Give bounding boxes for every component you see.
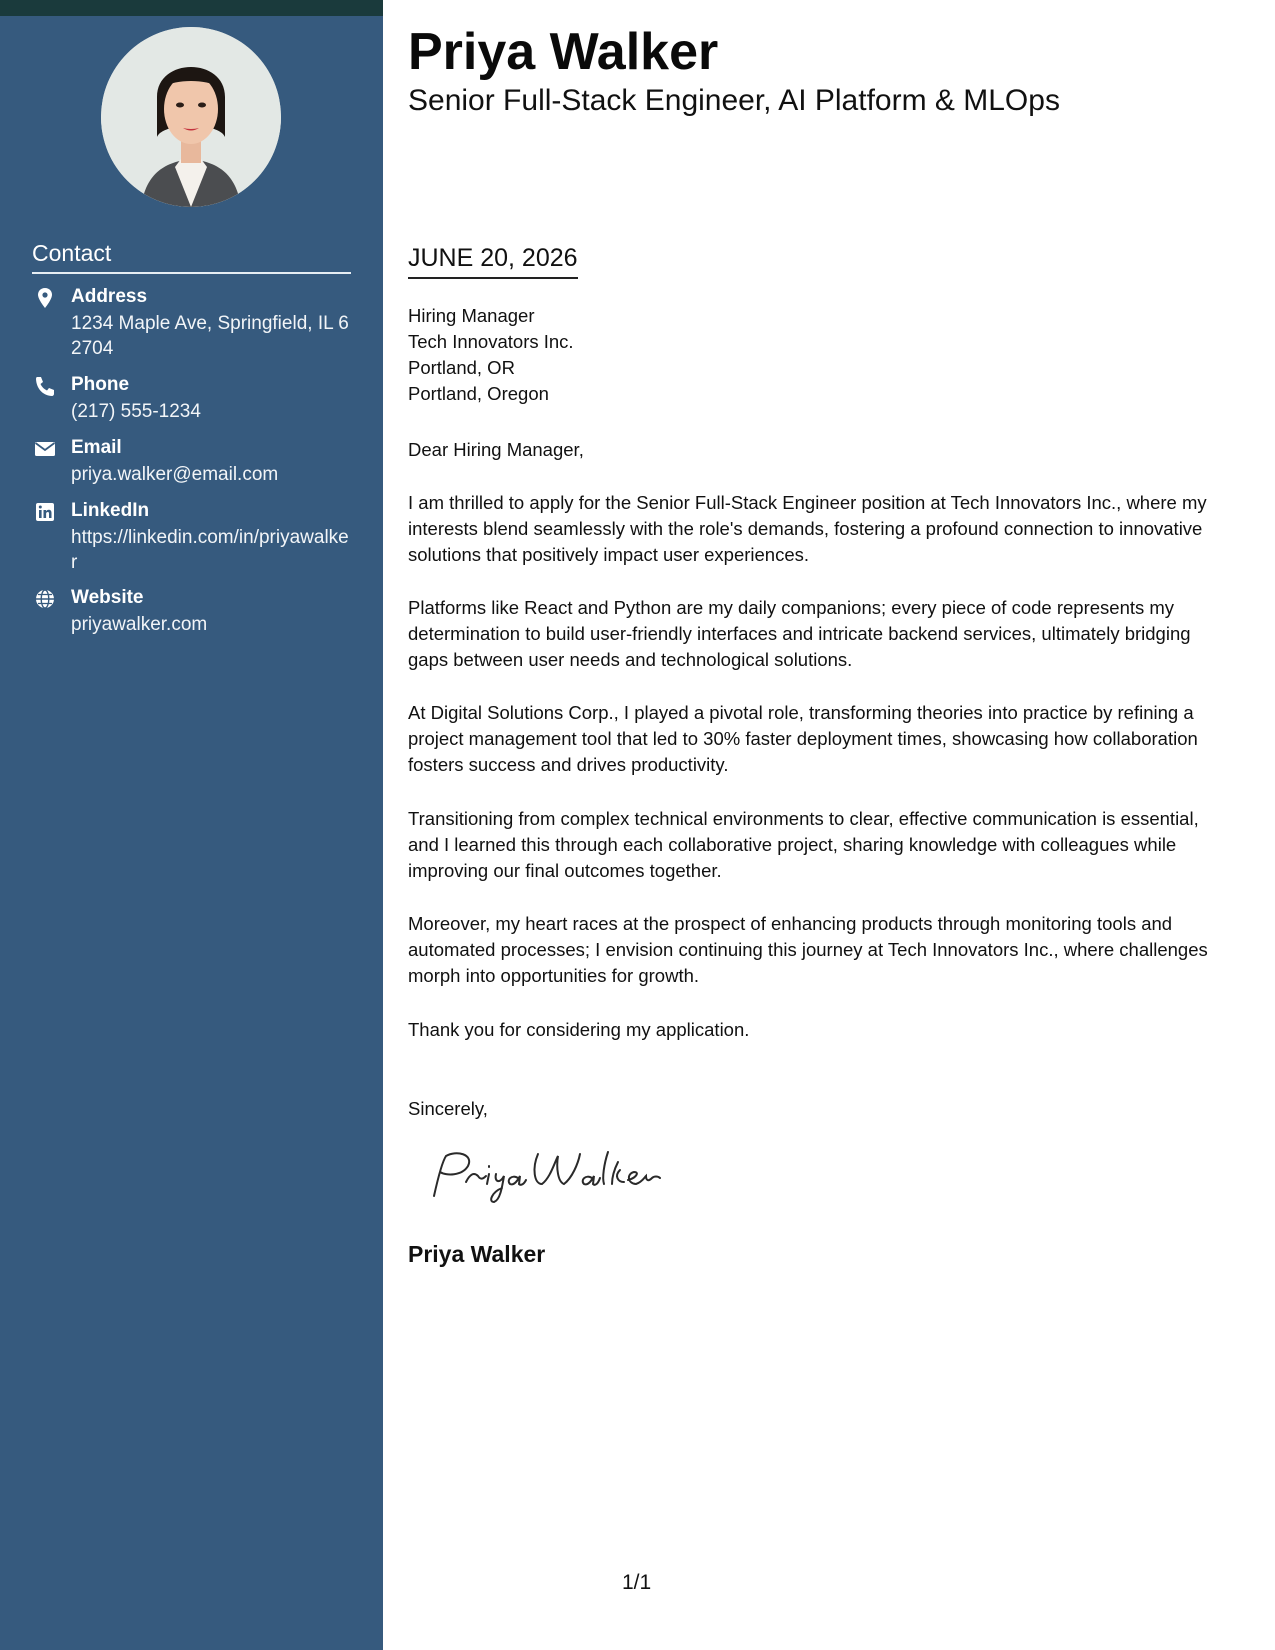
paragraph: Transitioning from complex technical environments to clear, effective communication is essential, and I learned this through each collaborative project, sharing knowledge with colleagues while improving our final outcomes together. [408,808,1199,881]
page-number: 1/1 [622,1571,652,1594]
email-label: Email [71,437,122,458]
website-label: Website [71,587,144,608]
recipient-block [408,303,574,407]
sidebar [0,0,383,1650]
greeting: Dear Hiring Manager, [408,439,584,460]
address-value: 1234 Maple Ave, Springfield, IL 62704 [71,313,349,359]
avatar [101,27,281,207]
recipient-line: Tech Innovators Inc. [408,331,574,352]
envelope-icon [32,438,58,460]
map-pin-icon [32,287,58,309]
linkedin-icon [32,501,58,523]
phone-label: Phone [71,374,130,395]
linkedin-value[interactable]: https://linkedin.com/in/priyawalker [71,527,349,573]
closing-thanks: Thank you for considering my application. [408,1019,750,1040]
signature-image [422,1148,672,1206]
website-value[interactable]: priyawalker.com [71,614,208,635]
paragraph: Platforms like React and Python are my daily companions; every piece of code represents my determination to build user-friendly interfaces and intricate backend services, ultimately bridging gaps between user needs and technological solutions. [408,597,1191,670]
globe-icon [32,588,58,610]
contact-heading: Contact [32,240,351,274]
paragraph: At Digital Solutions Corp., I played a pivotal role, transforming theories into practice by refining a project management tool that led to 30% faster deployment times, showcasing how collaboration fosters success and drives productivity. [408,702,1198,775]
paragraph: Moreover, my heart races at the prospect of enhancing products through monitoring tools and automated processes; I envision continuing this journey at Tech Innovators Inc., where challenges morph into opportunities for growth. [408,913,1208,986]
phone-icon [32,375,58,397]
linkedin-label: LinkedIn [71,500,150,521]
applicant-name: Priya Walker [408,23,719,81]
recipient-line: Portland, Oregon [408,383,549,404]
letter-date: JUNE 20, 2026 [408,244,578,279]
sidebar-top-bar [0,0,383,16]
paragraph: I am thrilled to apply for the Senior Full-Stack Engineer position at Tech Innovators Inc., where my interests blend seamlessly with the role's demands, fostering a profound connection to innovative solutions that positively impact user experiences. [408,492,1207,565]
recipient-line: Hiring Manager [408,305,535,326]
signer-name: Priya Walker [408,1241,546,1267]
address-label: Address [71,286,148,307]
applicant-title: Senior Full-Stack Engineer, AI Platform & MLOps [408,84,1060,117]
email-value[interactable]: priya.walker@email.com [71,464,279,485]
sign-off: Sincerely, [408,1098,488,1119]
recipient-line: Portland, OR [408,357,515,378]
phone-value: (217) 555-1234 [71,401,201,422]
